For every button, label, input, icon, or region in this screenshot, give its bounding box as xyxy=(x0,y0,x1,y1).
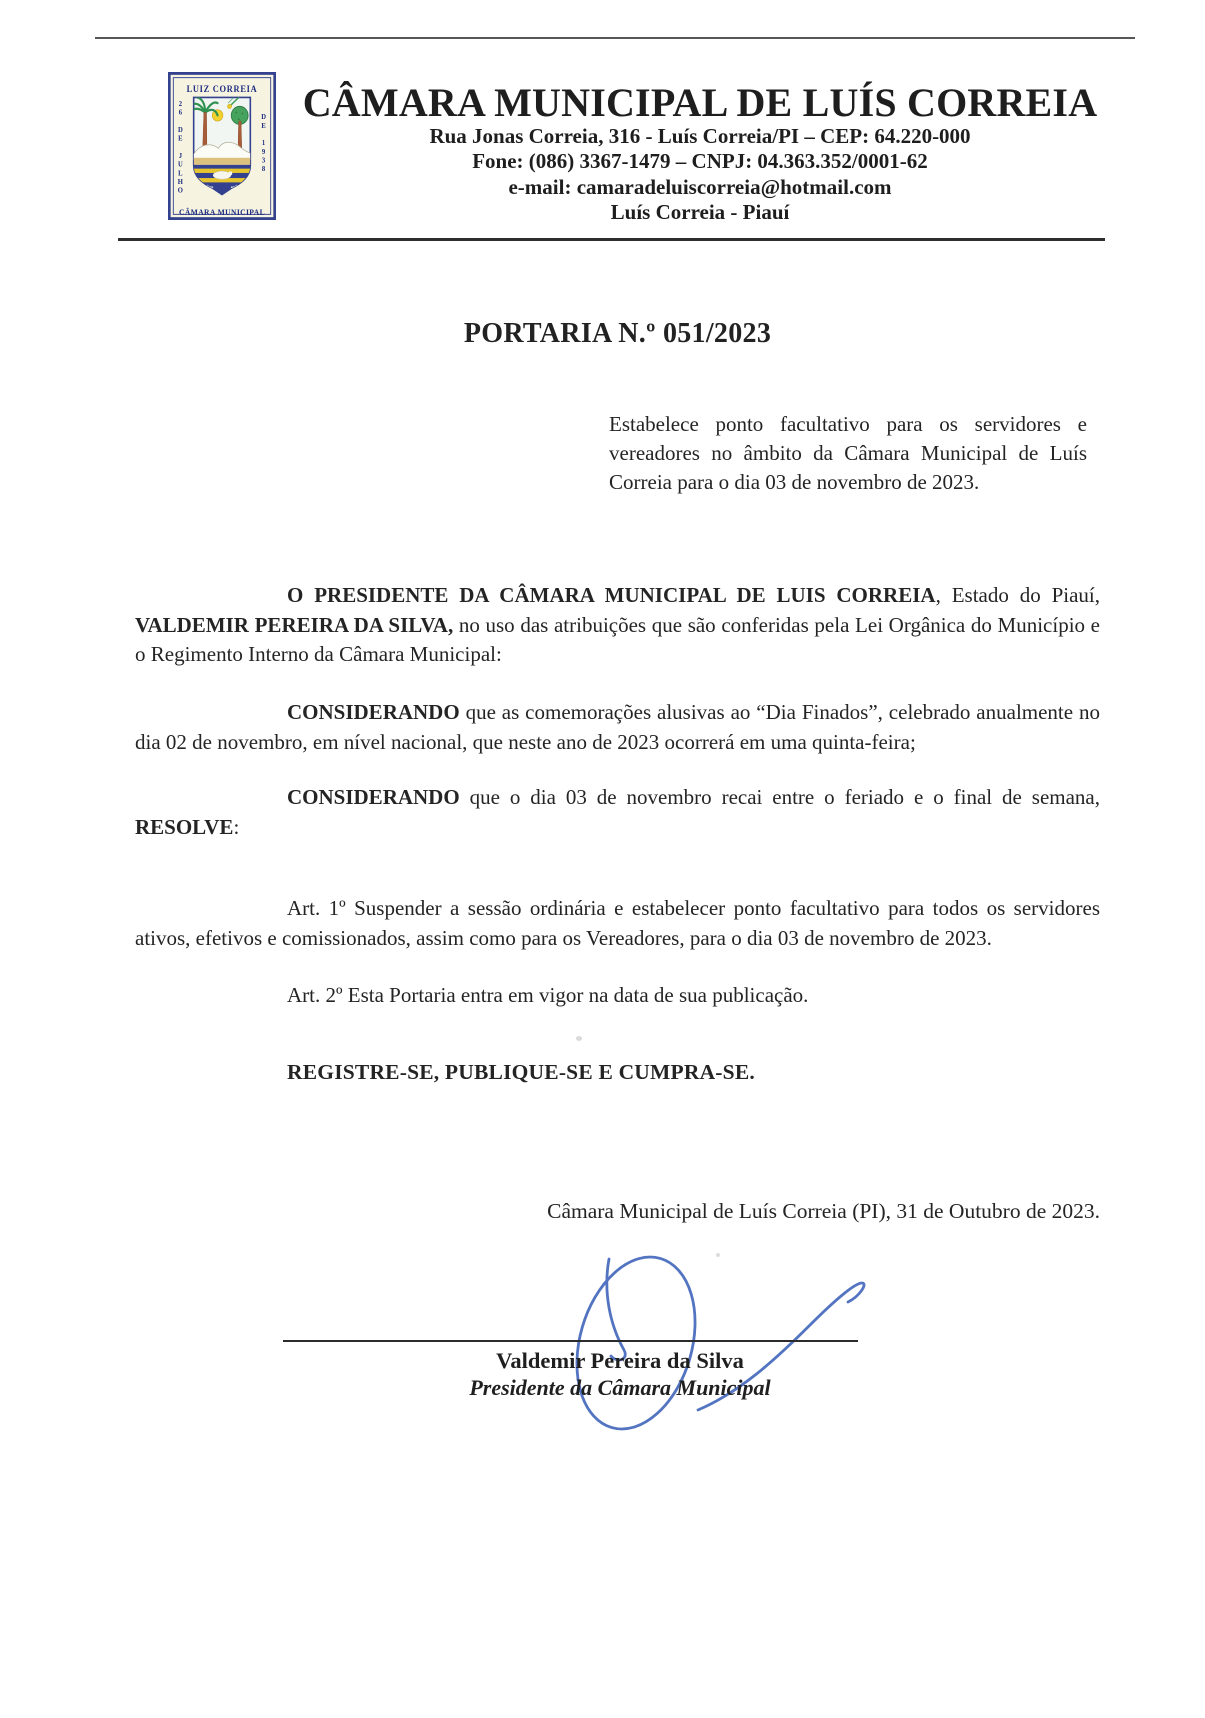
paragraph-article-2: Art. 2º Esta Portaria entra em vigor na data de sua publicação. xyxy=(287,983,809,1007)
org-city-state: Luís Correia - Piauí xyxy=(610,200,790,225)
scan-artifact-line xyxy=(95,37,1135,39)
signature-line xyxy=(283,1340,858,1342)
document-title: PORTARIA N.º 051/2023 xyxy=(463,318,772,349)
scan-smudge xyxy=(576,1036,582,1041)
crest-top-label: LUIZ CORREIA xyxy=(186,83,258,94)
org-address: Rua Jonas Correia, 316 - Luís Correia/PI – CEP: 64.220-000 xyxy=(429,124,971,148)
crest-left-label: 2 6 D E J U L H O xyxy=(177,100,183,195)
paragraph-preamble: O PRESIDENTE DA CÂMARA MUNICIPAL DE LUIS CORREIA, Estado do Piauí, VALDEMIR PEREIRA DA SILVA, no uso das atribuições que são conferidas pela Lei Orgânica do Município e o Regimento Interno da Câmara Municipal: xyxy=(135,583,1100,666)
org-name: CÂMARA MUNICIPAL DE LUÍS CORREIA xyxy=(302,80,1098,125)
crest-right-label: D E 1 9 3 8 xyxy=(261,113,267,174)
scan-smudge xyxy=(716,1253,720,1257)
crest-bottom-label: CÂMARA MUNICIPAL xyxy=(178,207,266,217)
header-divider xyxy=(118,238,1105,241)
org-phone-cnpj: Fone: (086) 3367-1479 – CNPJ: 04.363.352/0001-62 xyxy=(472,149,928,174)
letterhead xyxy=(280,82,1120,226)
paragraph-considering-2: CONSIDERANDO que o dia 03 de novembro recai entre o feriado e o final de semana, RESOLVE: xyxy=(135,785,1100,839)
summary-clause: Estabelece ponto facultativo para os servidores e vereadores no âmbito da Câmara Municipal de Luís Correia para o dia 03 de novembro de 2023. xyxy=(609,412,1087,494)
signer-name: Valdemir Pereira da Silva xyxy=(496,1348,744,1373)
org-email: e-mail: camaradeluiscorreia@hotmail.com xyxy=(508,174,892,199)
paragraph-article-1: Art. 1º Suspender a sessão ordinária e estabelecer ponto facultativo para todos os servidores ativos, efetivos e comissionados, assim como para os Vereadores, para o dia 03 de novembro de 2023. xyxy=(135,896,1100,950)
signature-block xyxy=(320,1347,920,1401)
sand-band xyxy=(194,158,251,165)
place-date-line: Câmara Municipal de Luís Correia (PI), 31 de Outubro de 2023. xyxy=(547,1199,1100,1223)
signature-ink-icon xyxy=(540,1140,880,1450)
signer-role: Presidente da Câmara Municipal xyxy=(469,1375,771,1400)
register-publish-line: REGISTRE-SE, PUBLIQUE-SE E CUMPRA-SE. xyxy=(287,1060,755,1084)
municipal-crest-icon xyxy=(168,72,276,220)
paragraph-considering-1: CONSIDERANDO que as comemorações alusivas ao “Dia Finados”, celebrado anualmente no dia 02 de novembro, em nível nacional, que neste ano de 2023 ocorrerá em uma quinta-feira; xyxy=(135,700,1100,754)
